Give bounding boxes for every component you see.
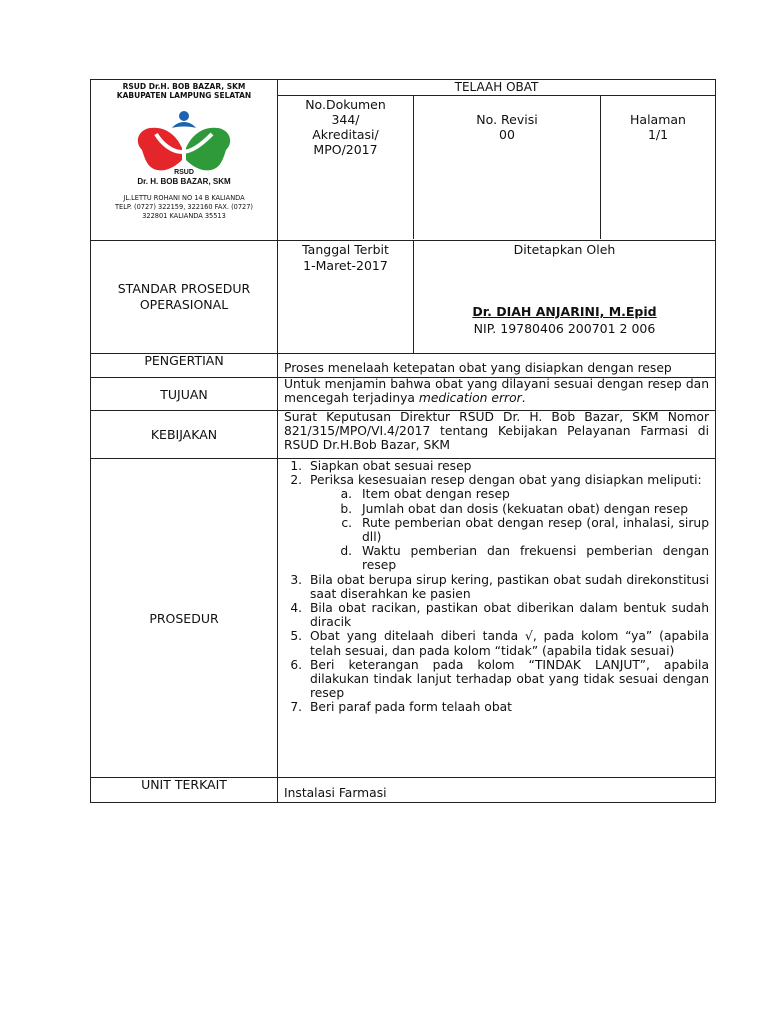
tujuan-text: Untuk menjamin bahwa obat yang dilayani sesuai dengan resep dan mencegah terjadinya bbox=[284, 377, 709, 405]
step-7: 7. Beri paraf pada form telaah obat bbox=[306, 700, 709, 714]
halaman-value: 1/1 bbox=[647, 127, 669, 142]
revisi-label: No. Revisi bbox=[476, 112, 538, 127]
signer-name: Dr. DIAH ANJARINI, M.Epid bbox=[472, 304, 657, 319]
step-3: 3. Bila obat berupa sirup kering, pastikan obat sudah direkonstitusi saat diserahkan ke pasien bbox=[306, 573, 709, 601]
step-2d: d. Waktu pemberian dan frekuensi pemberian dengan resep bbox=[356, 544, 709, 572]
unit-terkait-label: UNIT TERKAIT bbox=[91, 778, 278, 803]
revisi-value: 00 bbox=[499, 127, 515, 142]
tanggal-value: 1-Maret-2017 bbox=[303, 258, 388, 273]
step-2a: a. Item obat dengan resep bbox=[356, 487, 709, 501]
step-4: 4. Bila obat racikan, pastikan obat diberikan dalam bentuk sudah diracik bbox=[306, 601, 709, 629]
logo-text-rsud: RSUD bbox=[174, 169, 194, 176]
tujuan-label: TUJUAN bbox=[91, 378, 278, 411]
prosedur-steps bbox=[284, 459, 709, 715]
step-2-sublist bbox=[310, 487, 709, 572]
unit-terkait-text: Instalasi Farmasi bbox=[278, 778, 716, 803]
hospital-logo bbox=[132, 108, 236, 188]
tujuan-cell bbox=[278, 378, 716, 411]
kebijakan-label: KEBIJAKAN bbox=[91, 411, 278, 459]
sop-name-cell bbox=[91, 241, 278, 354]
sop-meta-cell bbox=[278, 241, 716, 354]
pengertian-label: PENGERTIAN bbox=[91, 354, 278, 378]
prosedur-label: PROSEDUR bbox=[91, 459, 278, 778]
logo-text-name: Dr. H. BOB BAZAR, SKM bbox=[137, 177, 231, 186]
address-line-2: TELP. (0727) 322159, 322160 FAX. (0727) bbox=[115, 203, 253, 211]
hospital-address bbox=[91, 194, 277, 221]
step-2 bbox=[306, 473, 709, 572]
halaman-label: Halaman bbox=[630, 112, 686, 127]
dokumen-line-2: 344/ bbox=[331, 112, 360, 127]
kebijakan-text: Surat Keputusan Direktur RSUD Dr. H. Bob Bazar, SKM Nomor 821/315/MPO/VI.4/2017 tentang Kebijakan Pelayanan Farmasi di RSUD Dr.H.Bob Bazar, SKM bbox=[278, 411, 716, 459]
sop-name-line-2: OPERASIONAL bbox=[139, 297, 229, 312]
logo-person-arms bbox=[172, 122, 196, 128]
address-line-1: JL.LETTU ROHANI NO 14 B KALIANDA bbox=[123, 194, 245, 202]
logo-person-head bbox=[179, 111, 189, 121]
pengertian-text: Proses menelaah ketepatan obat yang disiapkan dengan resep bbox=[278, 354, 716, 378]
document-number bbox=[278, 96, 414, 239]
address-line-3: 322801 KALIANDA 35513 bbox=[142, 212, 226, 220]
page-number bbox=[601, 96, 715, 239]
hospital-region: KABUPATEN LAMPUNG SELATAN bbox=[116, 91, 252, 100]
tanggal-label: Tanggal Terbit bbox=[302, 242, 389, 257]
approval bbox=[414, 241, 715, 350]
issue-date bbox=[278, 241, 414, 353]
step-1: 1. Siapkan obat sesuai resep bbox=[306, 459, 709, 473]
dokumen-label: No.Dokumen bbox=[305, 97, 386, 112]
step-2b: b. Jumlah obat dan dosis (kekuatan obat) dengan resep bbox=[356, 502, 709, 516]
signer-nip: NIP. 19780406 200701 2 006 bbox=[473, 321, 656, 336]
ditetapkan-label: Ditetapkan Oleh bbox=[513, 242, 616, 257]
signature-block bbox=[414, 303, 715, 337]
dokumen-line-4: MPO/2017 bbox=[313, 142, 378, 157]
tujuan-italic: medication error bbox=[418, 390, 522, 405]
sop-name-line-1: STANDAR PROSEDUR bbox=[117, 281, 251, 296]
sop-table bbox=[90, 79, 716, 803]
sop-document bbox=[90, 79, 715, 803]
document-meta-row bbox=[278, 96, 715, 239]
step-6: 6. Beri keterangan pada kolom “TINDAK LANJUT”, apabila dilakukan tindak lanjut terhadap obat yang tidak sesuai dengan resep bbox=[306, 658, 709, 701]
step-2c: c. Rute pemberian obat dengan resep (oral, inhalasi, sirup dll) bbox=[356, 516, 709, 544]
tujuan-end: . bbox=[521, 390, 526, 405]
document-info-cell bbox=[278, 80, 716, 241]
hospital-identity-cell bbox=[91, 80, 278, 241]
dokumen-line-3: Akreditasi/ bbox=[312, 127, 379, 142]
hospital-name: RSUD Dr.H. BOB BAZAR, SKM bbox=[122, 82, 246, 91]
revision-number bbox=[414, 96, 601, 239]
step-5: 5. Obat yang ditelaah diberi tanda √, pada kolom “ya” (apabila telah sesuai, dan pada kolom “tidak” (apabila tidak sesuai) bbox=[306, 629, 709, 657]
prosedur-cell bbox=[278, 459, 716, 778]
document-title: TELAAH OBAT bbox=[278, 80, 715, 96]
step-2-text: Periksa kesesuaian resep dengan obat yang disiapkan meliputi: bbox=[310, 473, 702, 488]
hospital-header bbox=[91, 80, 277, 100]
